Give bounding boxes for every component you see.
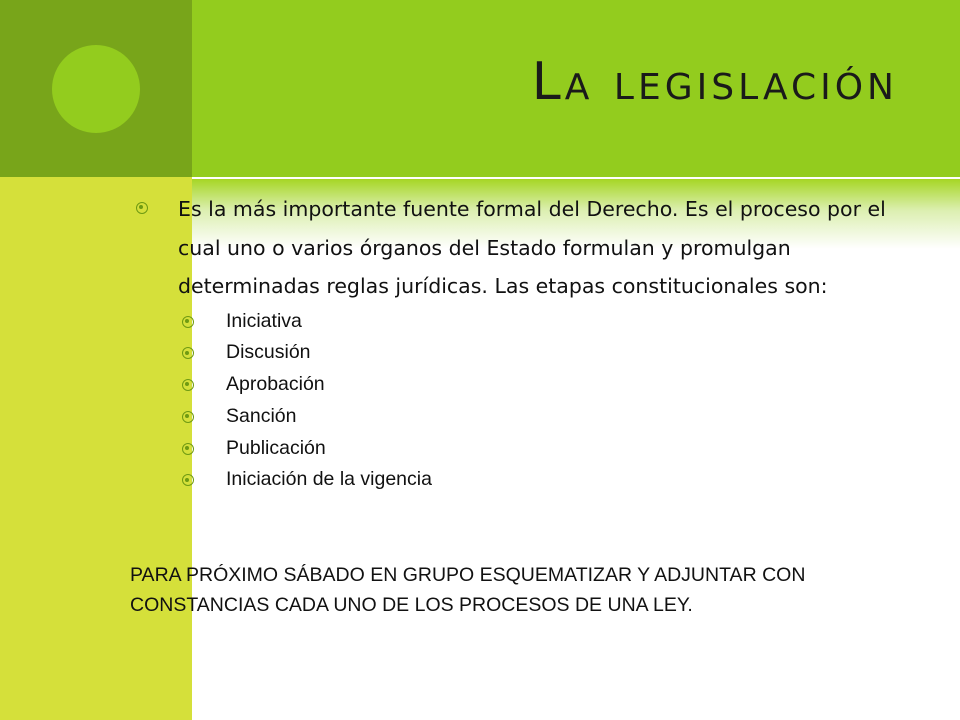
note-line-1: PARA PRÓXIMO SÁBADO EN GRUPO ESQUEMATIZAR Y ADJUNTAR CON [130,564,806,586]
assignment-note [130,560,930,620]
decorative-circle [52,45,140,133]
list-item [130,306,910,338]
stage-label: Aprobación [226,373,325,396]
list-item [130,369,910,401]
bullet-icon [182,379,194,391]
main-bullet-text: Es la más importante fuente formal del Derecho. Es el proceso por el cual uno o varios órganos del Estado formulan y promulgan determinadas reglas jurídicas. Las etapas constitucionales son: [178,197,886,298]
bullet-icon [136,202,148,214]
bullet-icon [182,316,194,328]
bullet-icon [182,411,194,423]
list-item [130,337,910,369]
bullet-icon [182,347,194,359]
slide-title: La legislación [531,52,898,112]
stage-label: Iniciación de la vigencia [226,468,432,491]
list-item [130,464,910,496]
slide-content [130,190,910,496]
note-line-2: CONSTANCIAS CADA UNO DE LOS PROCESOS DE UNA LEY. [130,594,693,616]
bullet-icon [182,474,194,486]
list-item [130,401,910,433]
stage-label: Publicación [226,436,326,459]
bullet-icon [182,443,194,455]
stages-list [130,306,910,497]
main-bullet-item [130,190,910,306]
stage-label: Sanción [226,404,297,427]
stage-label: Iniciativa [226,309,302,332]
stage-label: Discusión [226,341,311,364]
list-item [130,433,910,465]
